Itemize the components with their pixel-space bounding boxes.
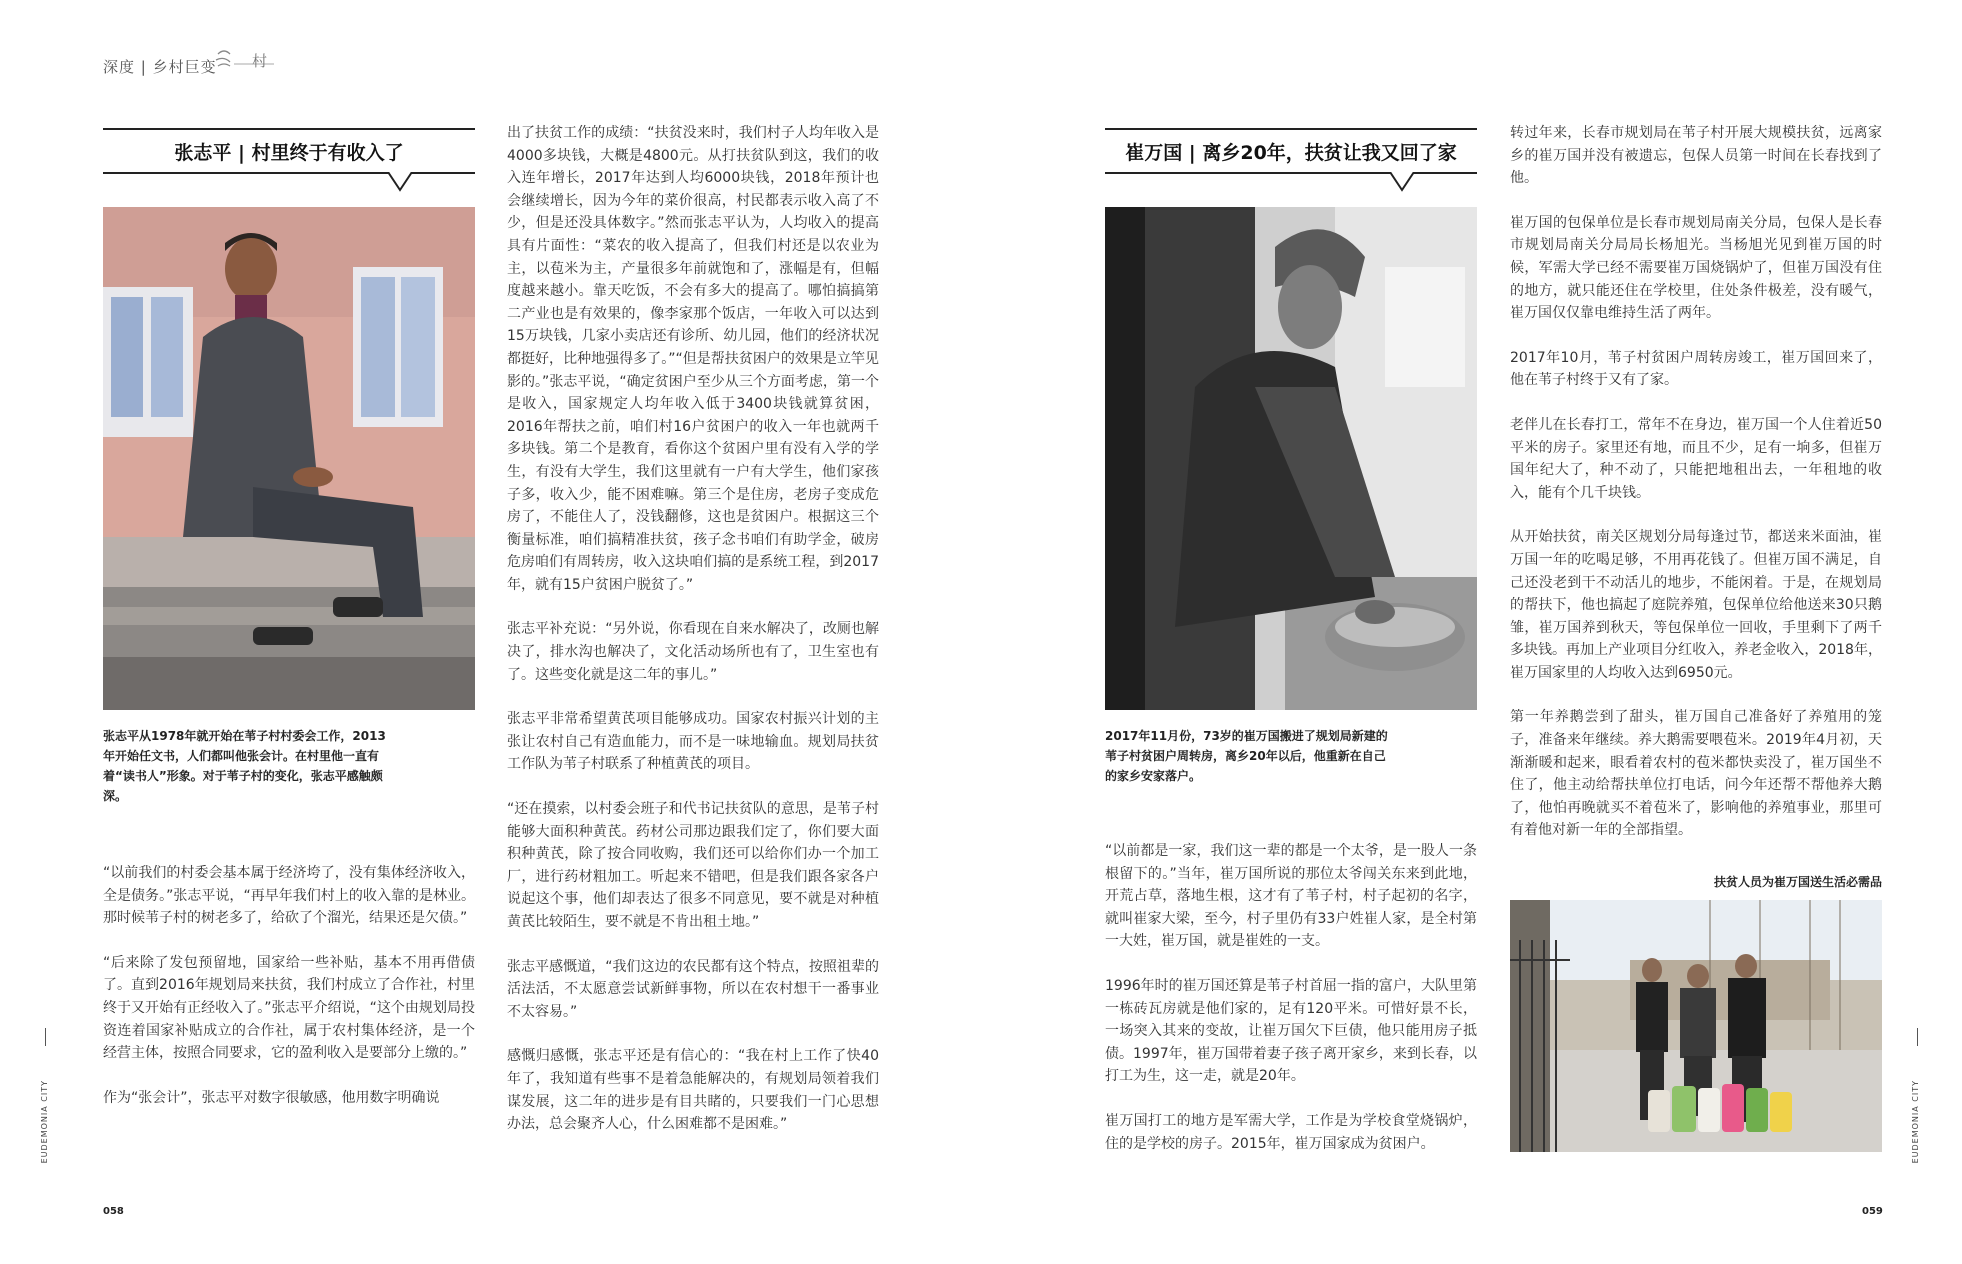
paragraph: “还在摸索，以村委会班子和代书记扶贫队的意思，是苇子村能够大面积种黄芪。药材公司那边跟我们定了，你们要大面积种黄芪，除了按合同收购，我们还可以给你们办一个加工厂，进行药材粗加工。听起来不错吧，但是我们跟各家各户说起这个事，他们却表达了很多不同意见，要不就是对种植黄芪比较陌生，要不就是不肯出租土地。” (507, 801, 879, 930)
section-label: 深度 | 乡村巨变 (103, 58, 217, 76)
right-column-1 (1105, 840, 1477, 1177)
caption-photo2: 扶贫人员为崔万国送生活必需品 (1713, 875, 1882, 889)
paragraph: 感慨归感慨，张志平还是有信心的：“我在村上工作了快40年了，我知道有些事不是着急能解决的，有规划局领着我们谋发展，这二年的进步是有目共睹的，只要我们一门心思想办法，总会聚齐人心，什么困难都不是困难。” (507, 1048, 879, 1133)
paragraph: 2017年10月，苇子村贫困户周转房竣工，崔万国回来了，他在苇子村终于又有了家。 (1510, 349, 1882, 389)
paragraph: “以前都是一家，我们这一辈的都是一个太爷，是一股人一条根留下的。”当年，崔万国所说的那位太爷闯关东来到此地，开荒占草，落地生根，这才有了苇子村，村子起初的名字，就叫崔家大梁，至今，村子里仍有33户姓崔人家，是全村第一大姓，崔万国，就是崔姓的一支。 (1105, 843, 1477, 950)
caption-cui: 2017年11月份，73岁的崔万国搬进了规划局新建的苇子村贫困户周转房，离乡20年以后，他重新在自己的家乡安家落户。 (1105, 729, 1388, 783)
paragraph: 张志平感慨道，“我们这边的农民都有这个特点，按照祖辈的活法活，不太愿意尝试新鲜事物，所以在农村想干一番事业不太容易。” (507, 958, 879, 1020)
vertical-brand-right: EUDEMONIA CITY (1911, 1080, 1920, 1164)
paragraph: 老伴儿在长春打工，常年不在身边，崔万国一个人住着近50平米的房子。家里还有地，而且不少，足有一垧多，但崔万国年纪大了，种不动了，只能把地租出去，一年租地的收入，能有个几千块钱。 (1510, 416, 1882, 501)
paragraph: 第一年养鹅尝到了甜头，崔万国自己准备好了养殖用的笼子，准备来年继续。养大鹅需要喂苞米。2019年4月初，天渐渐暖和起来，眼看着农村的苞米都快卖没了，崔万国坐不住了，他主动给帮扶单位打电话，问今年还帮不帮他养大鹅了，他怕再晚就买不着苞米了，影响他的养殖事业，那里可有着他对新一年的全部指望。 (1510, 709, 1882, 839)
vertical-brand-left: EUDEMONIA CITY (40, 1080, 49, 1164)
page-number-right: 059 (1862, 1206, 1883, 1217)
paragraph: “后来除了发包预留地，国家给一些补贴，基本不用再借债了。直到2016年规划局来扶贫，我们村成立了合作社，村里终于又开始有正经收入了。”张志平介绍说，“这个由规划局投资连着国家补贴成立的合作社，属于农村集体经济，是一个经营主体，按照合同要求，它的盈利收入是要部分上缴的。” (103, 954, 475, 1062)
paragraph: 张志平补充说：“另外说，你看现在自来水解决了，改厕也解决了，排水沟也解决了，文化活动场所也有了，卫生室也有了。这些变化就是这二年的事儿。” (507, 621, 879, 683)
paragraph: 作为“张会计”，张志平对数字很敏感，他用数字明确说 (103, 1089, 440, 1106)
paragraph: 崔万国的包保单位是长春市规划局南关分局，包保人是长春市规划局南关分局局长杨旭光。当杨旭光见到崔万国的时候，军需大学已经不需要崔万国烧锅炉了，但崔万国没有住的地方，就只能还住在学校里，住处条件极差，没有暖气，崔万国仅仅靠电维持生活了两年。 (1510, 214, 1882, 322)
speech-tail (388, 172, 414, 192)
paragraph: 1996年时的崔万国还算是苇子村首屈一指的富户，大队里第一栋砖瓦房就是他们家的，足有120平米。可惜好景不长，一场突入其来的变故，让崔万国欠下巨债，他只能用房子抵债。1997年，崔万国带着妻子孩子离开家乡，来到长春，以打工为生，这一走，就是20年。 (1105, 977, 1477, 1085)
headline-zhang: 张志平 | 村里终于有收入了 (103, 128, 475, 174)
paragraph: 张志平非常希望黄芪项目能够成功。国家农村振兴计划的主张让农村自己有造血能力，而不是一味地输血。规划局扶贫工作队为苇子村联系了种植黄芪的项目。 (507, 711, 879, 773)
paragraph: 崔万国打工的地方是军需大学，工作是为学校食堂烧锅炉，住的是学校的房子。2015年，崔万国家成为贫困户。 (1105, 1112, 1477, 1152)
paragraph: 出了扶贫工作的成绩：“扶贫没来时，我们村子人均年收入是4000多块钱，大概是4800元。从打扶贫队到这，我们的收入连年增长，2017年达到人均6000块钱，2018年预计也会继续增长，因为今年的菜价很高，村民都表示收入高了不少，但是还没具体数字。”然而张志平认为，人均收入的提高具有片面性：“菜农的收入提高了，但我们村还是以农业为主，以苞米为主，产量很多年前就饱和了，涨幅是有，但幅度越来越小。靠天吃饭，不会有多大的提高了。哪怕搞搞第二产业也是有效果的，像李家那个饭店，一年收入可以达到15万块钱，几家小卖店还有诊所、幼儿园，他们的经济状况都挺好，比种地强得多了。”“但是帮扶贫困户的效果是立竿见影的。”张志平说，“确定贫困户至少从三个方面考虑，第一个是收入，国家规定人均年收入低于3400块钱就算贫困，2016年帮扶之前，咱们村16户贫困户的收入一年也就两千多块钱。第二个是教育，看你这个贫困户里有没有入学的学生，有没有大学生，我们这里就有一户有大学生，他们家孩子多，收入少，能不困难嘛。第三个是住房，老房子变成危房了，不能住人了，没钱翻修，这也是贫困户。根据这三个衡量标准，咱们搞精准扶贫，孩子念书咱们有助学金，破房危房咱们有周转房，收入这块咱们搞的是系统工程，到2017年，就有15户贫困户脱贫了。” (507, 125, 879, 593)
margin-rule (45, 1028, 46, 1046)
photo-cui-wanguo (1105, 207, 1477, 710)
speech-tail (1390, 172, 1416, 192)
right-column-2 (1510, 122, 1882, 864)
margin-rule (1917, 1028, 1918, 1046)
headline-cui: 崔万国 | 离乡20年，扶贫让我又回了家 (1105, 128, 1477, 174)
logo-text: 村 (252, 52, 268, 70)
photo-aid-delivery (1510, 900, 1882, 1152)
page-number-left: 058 (103, 1206, 124, 1217)
paragraph: 转过年来，长春市规划局在苇子村开展大规模扶贫，远离家乡的崔万国并没有被遗忘，包保人员第一时间在长春找到了他。 (1510, 125, 1882, 187)
left-column-1 (103, 862, 475, 1131)
photo-zhang-zhiping (103, 207, 475, 710)
paragraph: 从开始扶贫，南关区规划分局每逢过节，都送来米面油，崔万国一年的吃喝足够，不用再花钱了。但崔万国不满足，自己还没老到干不动活儿的地步，不能闲着。于是，在规划局的帮扶下，他也搞起了庭院养殖，包保单位给他送来30只鹅雏，崔万国养到秋天，等包保单位一回收，手里剩下了两千多块钱。再加上产业项目分红收入，养老金收入，2018年，崔万国家里的人均收入达到6950元。 (1510, 529, 1882, 681)
caption-zhang: 张志平从1978年就开始在苇子村村委会工作，2013年开始任文书，人们都叫他张会计。在村里他一直有着“读书人”形象。对于苇子村的变化，张志平感触颇深。 (103, 729, 386, 803)
paragraph: “以前我们的村委会基本属于经济垮了，没有集体经济收入，全是债务。”张志平说，“再早年我们村上的收入靠的是林业。那时候苇子村的树老多了，给砍了个溜光，结果还是欠债。” (103, 865, 475, 927)
left-column-2 (507, 122, 879, 1158)
